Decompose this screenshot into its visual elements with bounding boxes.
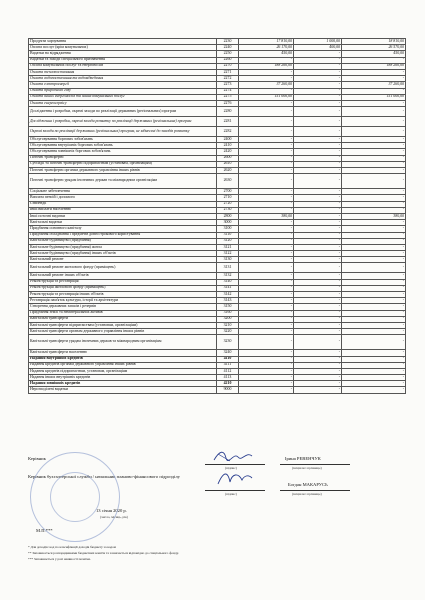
row-value-cell: - — [342, 226, 406, 232]
head-sign-line — [205, 464, 265, 465]
row-code-cell: 3110 — [217, 232, 239, 238]
row-value-cell: - — [294, 174, 342, 189]
row-value-cell: - — [239, 168, 294, 174]
row-value-cell: - — [342, 155, 406, 161]
row-value-cell: - — [342, 310, 406, 316]
row-value-cell: - — [342, 356, 406, 362]
row-name-cell: Інші виплати населенню — [29, 207, 217, 213]
row-value-cell: 188 260,00 — [239, 63, 294, 69]
row-value-cell: 1 000,00 — [294, 39, 342, 45]
row-value-cell: - — [294, 57, 342, 63]
row-value-cell: - — [342, 350, 406, 356]
signing-date: 13 січня 2020 р. — [96, 508, 127, 513]
row-value-cell: - — [239, 226, 294, 232]
row-code-cell: 3210 — [217, 322, 239, 328]
row-value-cell: - — [342, 368, 406, 374]
row-code-cell: 3121 — [217, 244, 239, 250]
accountant-name: Богдан МАКАРУСЬ — [288, 482, 328, 487]
row-value-cell: - — [342, 69, 406, 75]
row-name-cell: Стипендії — [29, 201, 217, 207]
row-code-cell: 3132 — [217, 273, 239, 279]
row-name-cell: Капітальні видатки — [29, 220, 217, 226]
row-name-cell: Капітальні трансферти підприємствам (установам, організаціям) — [29, 322, 217, 328]
row-value-cell: - — [294, 143, 342, 149]
row-value-cell: - — [294, 322, 342, 328]
stamp-label: М.П.*** — [36, 528, 53, 533]
row-value-cell: - — [294, 316, 342, 322]
table-row — [29, 263, 406, 273]
row-value-cell: - — [342, 127, 406, 137]
row-value-cell: - — [294, 69, 342, 75]
row-name-cell: Субсидії та поточні трансферти підприємствам (установам, організаціям) — [29, 161, 217, 167]
row-value-cell: - — [342, 238, 406, 244]
row-value-cell: - — [294, 362, 342, 368]
row-value-cell: - — [294, 232, 342, 238]
row-value-cell: 18 810,00 — [342, 39, 406, 45]
table-row — [29, 117, 406, 127]
row-value-cell: - — [342, 316, 406, 322]
row-code-cell: 2700 — [217, 189, 239, 195]
row-name-cell: Надання кредитів органам державного управління інших рівнів — [29, 362, 217, 368]
row-value-cell: - — [239, 356, 294, 362]
row-code-cell: 4210 — [217, 381, 239, 387]
row-code-cell: 2410 — [217, 143, 239, 149]
row-name-cell: Реставрація пам'яток культури, історії та архітектури — [29, 298, 217, 304]
row-value-cell: - — [294, 100, 342, 106]
row-value-cell: - — [239, 322, 294, 328]
row-value-cell: - — [342, 195, 406, 201]
row-value-cell: - — [294, 63, 342, 69]
row-value-cell: - — [294, 273, 342, 279]
row-value-cell: - — [342, 189, 406, 195]
row-name-cell: Надання інших внутрішніх кредитів — [29, 375, 217, 381]
row-value-cell: - — [294, 387, 342, 393]
row-code-cell: 2420 — [217, 149, 239, 155]
row-name-cell: Обслуговування внутрішніх боргових зобов'язань — [29, 143, 217, 149]
row-code-cell: 2272 — [217, 76, 239, 82]
row-name-cell: Оплата електроенергії — [29, 82, 217, 88]
footnote-1: * Для доходів: код по класифікації доходів бюджету за кодом — [28, 545, 116, 549]
row-name-cell: Реконструкція житлового фонду (приміщень) — [29, 285, 217, 291]
row-code-cell: 2230 — [217, 39, 239, 45]
row-value-cell: - — [294, 220, 342, 226]
row-code-cell: 2710 — [217, 195, 239, 201]
row-value-cell: - — [239, 279, 294, 285]
row-code-cell: 2271 — [217, 69, 239, 75]
row-value-cell: - — [239, 201, 294, 207]
row-value-cell: - — [342, 322, 406, 328]
row-name-cell: Оплата енергосервісу — [29, 100, 217, 106]
row-value-cell: - — [342, 117, 406, 127]
row-value-cell: - — [294, 82, 342, 88]
accountant-label: Керівник бухгалтерської служби / начальник планово-фінансового підрозділу — [28, 474, 180, 479]
head-name-caption: (ініціали і прізвище) — [292, 466, 322, 470]
row-value-cell: - — [239, 273, 294, 279]
head-name: Ірина РЕВЕНЧУК — [285, 456, 321, 461]
row-value-cell: - — [294, 76, 342, 82]
row-value-cell: - — [239, 251, 294, 257]
row-value-cell: - — [294, 263, 342, 273]
row-code-cell: 3122 — [217, 251, 239, 257]
row-value-cell: 37 260,00 — [342, 82, 406, 88]
row-code-cell: 3130 — [217, 257, 239, 263]
row-value-cell: - — [294, 285, 342, 291]
row-name-cell: Надання внутрішніх кредитів — [29, 356, 217, 362]
row-name-cell: Придбання землі та нематеріальних активів — [29, 310, 217, 316]
row-code-cell: 4113 — [217, 375, 239, 381]
row-value-cell: - — [342, 201, 406, 207]
row-name-cell: Оплата природного газу — [29, 88, 217, 94]
row-value-cell: - — [294, 155, 342, 161]
row-value-cell: - — [342, 381, 406, 387]
row-code-cell: 2630 — [217, 174, 239, 189]
row-name-cell: Надання зовнішніх кредитів — [29, 381, 217, 387]
row-value-cell: - — [342, 244, 406, 250]
row-name-cell: Придбання обладнання і предметів довгострокового користування — [29, 232, 217, 238]
row-value-cell: - — [294, 298, 342, 304]
row-value-cell: - — [239, 310, 294, 316]
row-name-cell: Оплата інших енергоносіїв та інших комунальних послуг — [29, 94, 217, 100]
row-value-cell: - — [294, 329, 342, 335]
row-value-cell: - — [294, 279, 342, 285]
row-value-cell: - — [294, 375, 342, 381]
accountant-sign-caption: (підпис) — [225, 492, 237, 496]
row-value-cell: - — [239, 335, 294, 350]
row-code-cell: 3160 — [217, 310, 239, 316]
row-value-cell: - — [342, 285, 406, 291]
row-code-cell: 3000 — [217, 220, 239, 226]
row-value-cell: - — [294, 195, 342, 201]
row-value-cell: - — [239, 69, 294, 75]
row-value-cell: - — [239, 149, 294, 155]
row-name-cell: Виплата пенсій і допомоги — [29, 195, 217, 201]
row-value-cell: - — [294, 117, 342, 127]
row-code-cell: 2250 — [217, 51, 239, 57]
row-code-cell: 2400 — [217, 137, 239, 143]
row-code-cell: 9000 — [217, 387, 239, 393]
footnote-2: ** Заповнюється розпорядниками бюджетних коштів та зазначається відповідно до спеціального фонду. — [28, 551, 179, 555]
row-value-cell: 450,00 — [239, 51, 294, 57]
table-row — [29, 335, 406, 350]
row-value-cell: - — [342, 257, 406, 263]
row-value-cell: - — [294, 310, 342, 316]
row-name-cell: Окремі заходи по реалізації державних (регіональних) програм, не віднесені до заходів розвитку — [29, 127, 217, 137]
row-name-cell: Поточні трансферти — [29, 155, 217, 161]
row-code-cell: 3141 — [217, 285, 239, 291]
row-value-cell: - — [239, 161, 294, 167]
row-value-cell: 380,00 — [239, 213, 294, 219]
row-name-cell: Дослідження і розробки, окремі заходи розвитку по реалізації державних (регіональних) програм — [29, 117, 217, 127]
row-code-cell: 2800 — [217, 213, 239, 219]
row-code-cell: 2280 — [217, 107, 239, 117]
row-name-cell: Видатки та заходи спеціального призначення — [29, 57, 217, 63]
row-code-cell: 2273 — [217, 82, 239, 88]
row-value-cell: - — [239, 100, 294, 106]
row-value-cell: - — [342, 298, 406, 304]
row-value-cell: - — [342, 292, 406, 298]
head-signature-image — [212, 448, 256, 464]
row-name-cell: Дослідження і розробки, окремі заходи по реалізації державних (регіональних) програм — [29, 107, 217, 117]
row-value-cell: - — [239, 195, 294, 201]
row-name-cell: Видатки на відрядження — [29, 51, 217, 57]
row-value-cell: - — [239, 316, 294, 322]
row-value-cell: - — [342, 220, 406, 226]
row-value-cell: - — [294, 207, 342, 213]
footnote-3: *** Заповнюється у разі наявності печатки. — [28, 557, 91, 561]
row-name-cell: Капітальний ремонт — [29, 257, 217, 263]
row-code-cell: 3150 — [217, 304, 239, 310]
row-value-cell: - — [239, 387, 294, 393]
row-value-cell: - — [342, 304, 406, 310]
row-value-cell: - — [294, 335, 342, 350]
budget-table — [28, 38, 406, 394]
row-value-cell: - — [239, 57, 294, 63]
row-name-cell: Нерозподілені видатки — [29, 387, 217, 393]
row-value-cell: - — [239, 375, 294, 381]
row-value-cell: - — [342, 57, 406, 63]
row-name-cell: Капітальні трансферти населенню — [29, 350, 217, 356]
official-seal-inner-ring — [50, 472, 100, 522]
row-name-cell: Реконструкція та реставрація — [29, 279, 217, 285]
table-row — [29, 387, 406, 393]
row-name-cell: Капітальне будівництво (придбання) — [29, 238, 217, 244]
row-value-cell: - — [342, 137, 406, 143]
row-value-cell: - — [294, 238, 342, 244]
row-code-cell: 2720 — [217, 201, 239, 207]
row-code-cell: 4110 — [217, 356, 239, 362]
row-name-cell: Капітальні трансферти урядам іноземних держав та міжнародним організаціям — [29, 335, 217, 350]
row-code-cell: 3200 — [217, 316, 239, 322]
row-value-cell: - — [239, 368, 294, 374]
row-name-cell: Обслуговування боргових зобов'язань — [29, 137, 217, 143]
row-value-cell: - — [239, 304, 294, 310]
row-name-cell: Оплата комунальних послуг та енергоносіїв — [29, 63, 217, 69]
row-code-cell: 2730 — [217, 207, 239, 213]
row-code-cell: 2600 — [217, 155, 239, 161]
row-value-cell: - — [294, 107, 342, 117]
row-code-cell: 2270 — [217, 63, 239, 69]
row-code-cell: 2610 — [217, 161, 239, 167]
row-name-cell: Поточні трансферти органам державного управління інших рівнів — [29, 168, 217, 174]
row-code-cell: 2281 — [217, 117, 239, 127]
row-value-cell: - — [342, 251, 406, 257]
row-value-cell: - — [239, 257, 294, 263]
row-value-cell: - — [239, 88, 294, 94]
row-code-cell: 4111 — [217, 362, 239, 368]
row-value-cell: - — [239, 220, 294, 226]
row-value-cell: - — [342, 168, 406, 174]
row-code-cell: 3142 — [217, 292, 239, 298]
row-name-cell: Капітальні трансферти — [29, 316, 217, 322]
row-value-cell: 188 260,00 — [342, 63, 406, 69]
row-value-cell: - — [239, 107, 294, 117]
row-value-cell: - — [294, 368, 342, 374]
row-name-cell: Інші поточні видатки — [29, 213, 217, 219]
table-row — [29, 174, 406, 189]
row-value-cell: - — [342, 387, 406, 393]
row-value-cell: - — [239, 117, 294, 127]
row-value-cell: - — [342, 207, 406, 213]
row-value-cell: 37 260,00 — [239, 82, 294, 88]
row-value-cell: - — [342, 76, 406, 82]
row-code-cell: 3120 — [217, 238, 239, 244]
row-value-cell: 400,00 — [294, 45, 342, 51]
row-value-cell: - — [342, 88, 406, 94]
row-value-cell: - — [294, 226, 342, 232]
row-value-cell: - — [294, 137, 342, 143]
row-value-cell: - — [342, 143, 406, 149]
accountant-name-line — [280, 490, 350, 491]
row-value-cell: - — [294, 350, 342, 356]
row-name-cell: Оплата теплопостачання — [29, 69, 217, 75]
row-value-cell: - — [294, 244, 342, 250]
row-value-cell: - — [239, 143, 294, 149]
budget-table-body — [29, 39, 406, 394]
row-code-cell: 4112 — [217, 368, 239, 374]
row-value-cell: - — [342, 362, 406, 368]
row-value-cell: - — [294, 168, 342, 174]
row-name-cell: Поточні трансферти урядам іноземних держав та міжнародним організаціям — [29, 174, 217, 189]
row-code-cell: 2620 — [217, 168, 239, 174]
row-code-cell: 2274 — [217, 88, 239, 94]
row-value-cell: - — [342, 329, 406, 335]
row-value-cell: - — [342, 161, 406, 167]
row-code-cell: 3230 — [217, 335, 239, 350]
row-code-cell: 3143 — [217, 298, 239, 304]
row-value-cell: - — [239, 207, 294, 213]
row-code-cell: 3220 — [217, 329, 239, 335]
row-value-cell: - — [342, 232, 406, 238]
row-value-cell: - — [342, 107, 406, 117]
row-name-cell: Надання кредитів підприємствам, установам, організаціям — [29, 368, 217, 374]
row-value-cell: - — [239, 238, 294, 244]
row-value-cell: - — [342, 279, 406, 285]
accountant-name-caption: (ініціали і прізвище) — [292, 492, 322, 496]
row-value-cell: - — [239, 76, 294, 82]
row-value-cell: 26 170,00 — [239, 45, 294, 51]
row-value-cell: - — [239, 381, 294, 387]
row-name-cell: Капітальний ремонт житлового фонду (приміщень) — [29, 263, 217, 273]
row-value-cell: - — [342, 174, 406, 189]
row-value-cell: 380,00 — [342, 213, 406, 219]
row-code-cell: 2240 — [217, 45, 239, 51]
row-value-cell: - — [294, 189, 342, 195]
row-value-cell: - — [239, 350, 294, 356]
row-name-cell: Капітальне будівництво (придбання) інших об'єктів — [29, 251, 217, 257]
row-value-cell: 151 000,00 — [342, 94, 406, 100]
row-value-cell: 26 570,00 — [342, 45, 406, 51]
row-value-cell: 151 000,00 — [239, 94, 294, 100]
row-name-cell: Створення державних запасів і резервів — [29, 304, 217, 310]
row-value-cell: - — [239, 263, 294, 273]
row-value-cell: - — [239, 189, 294, 195]
head-label: Керівник — [28, 456, 46, 461]
row-value-cell: - — [294, 94, 342, 100]
table-row — [29, 107, 406, 117]
accountant-signature-image — [214, 468, 254, 488]
row-value-cell: - — [294, 201, 342, 207]
row-value-cell: - — [239, 137, 294, 143]
row-value-cell: - — [294, 304, 342, 310]
row-value-cell: - — [294, 257, 342, 263]
row-name-cell: Оплата послуг (крім комунальних) — [29, 45, 217, 51]
row-value-cell: - — [294, 127, 342, 137]
row-name-cell: Капітальний ремонт інших об'єктів — [29, 273, 217, 279]
row-code-cell: 3131 — [217, 263, 239, 273]
row-value-cell: - — [342, 263, 406, 273]
row-code-cell: 3100 — [217, 226, 239, 232]
row-name-cell: Капітальне будівництво (придбання) житла — [29, 244, 217, 250]
row-value-cell: - — [239, 127, 294, 137]
row-code-cell: 2282 — [217, 127, 239, 137]
row-value-cell: - — [294, 149, 342, 155]
signing-date-caption: (число, місяць, рік) — [100, 515, 128, 519]
row-code-cell: 2275 — [217, 94, 239, 100]
row-code-cell: 3240 — [217, 350, 239, 356]
table-row — [29, 127, 406, 137]
row-value-cell: - — [239, 292, 294, 298]
row-value-cell: 17 810,00 — [239, 39, 294, 45]
row-code-cell: 2276 — [217, 100, 239, 106]
row-value-cell: - — [239, 155, 294, 161]
row-name-cell: Продукти харчування — [29, 39, 217, 45]
row-value-cell: - — [294, 213, 342, 219]
row-name-cell: Капітальні трансферти органам державного управління інших рівнів — [29, 329, 217, 335]
head-name-line — [280, 464, 350, 465]
row-value-cell: - — [342, 149, 406, 155]
row-name-cell: Оплата водопостачання та водовідведення — [29, 76, 217, 82]
row-value-cell: - — [342, 335, 406, 350]
row-value-cell: - — [294, 292, 342, 298]
row-value-cell: - — [294, 51, 342, 57]
row-value-cell: - — [342, 273, 406, 279]
row-value-cell: 450,00 — [342, 51, 406, 57]
row-value-cell: - — [239, 244, 294, 250]
row-value-cell: - — [239, 285, 294, 291]
row-value-cell: - — [294, 88, 342, 94]
row-name-cell: Обслуговування зовнішніх боргових зобов'язань — [29, 149, 217, 155]
row-value-cell: - — [239, 232, 294, 238]
row-value-cell: - — [294, 381, 342, 387]
row-value-cell: - — [239, 362, 294, 368]
row-value-cell: - — [342, 375, 406, 381]
row-name-cell: Реконструкція та реставрація інших об'єктів — [29, 292, 217, 298]
row-name-cell: Придбання основного капіталу — [29, 226, 217, 232]
row-value-cell: - — [239, 174, 294, 189]
row-code-cell: 3140 — [217, 279, 239, 285]
row-name-cell: Соціальне забезпечення — [29, 189, 217, 195]
row-value-cell: - — [294, 356, 342, 362]
row-value-cell: - — [342, 100, 406, 106]
row-value-cell: - — [294, 251, 342, 257]
head-sign-caption: (підпис) — [225, 466, 237, 470]
row-value-cell: - — [239, 329, 294, 335]
row-code-cell: 2260 — [217, 57, 239, 63]
row-value-cell: - — [239, 298, 294, 304]
row-value-cell: - — [294, 161, 342, 167]
accountant-sign-line — [205, 490, 265, 491]
